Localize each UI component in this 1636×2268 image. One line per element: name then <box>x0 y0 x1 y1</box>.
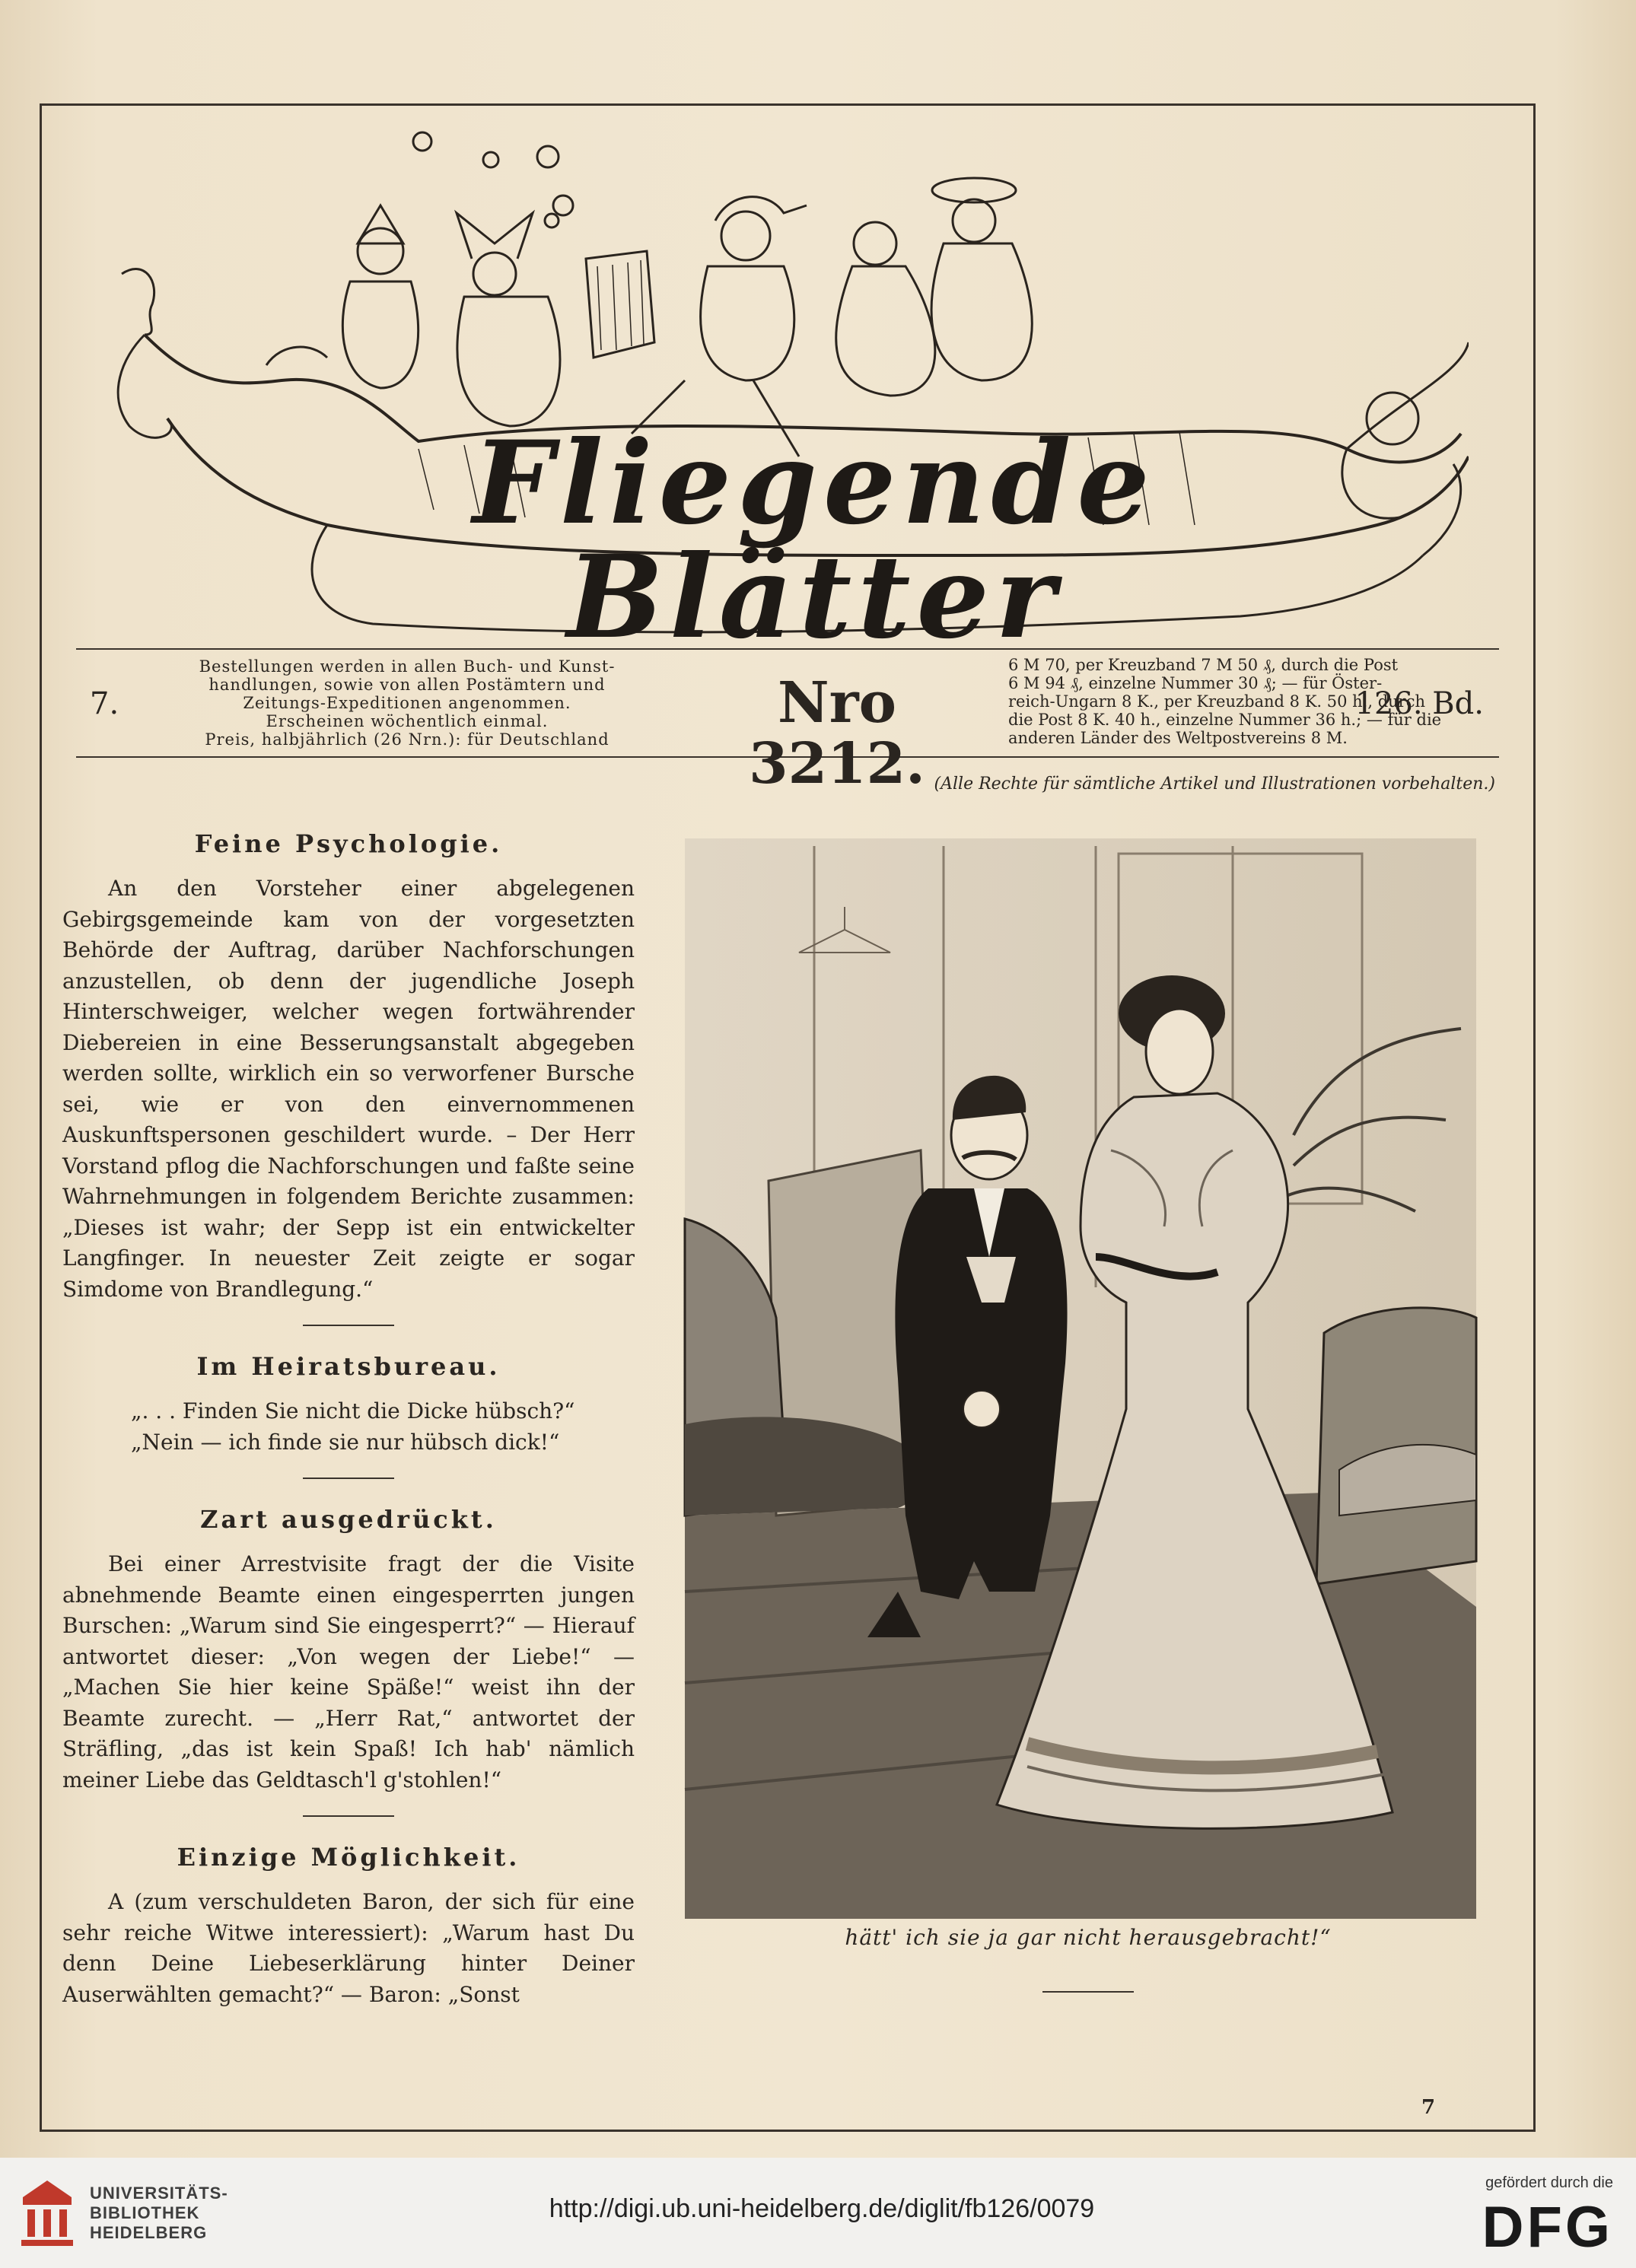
article-heading: Zart ausgedrückt. <box>200 1505 497 1534</box>
info-left-line: handlungen, sowie von allen Postämtern und <box>208 676 606 694</box>
dialog-line: „Nein — ich finde sie nur hübsch dick!“ <box>131 1429 560 1455</box>
cartoon-illustration <box>670 831 1507 1926</box>
cartoon-caption: hätt' ich sie ja gar nicht herausgebracht!“ <box>845 1925 1332 1950</box>
info-left-line: Zeitungs-Expeditionen angenommen. <box>243 694 571 712</box>
dialog-line: „. . . Finden Sie nicht die Dicke hübsch?“ <box>131 1398 575 1423</box>
library-name-line: BIBLIOTHEK <box>90 2203 200 2222</box>
source-url-link[interactable]: http://digi.ub.uni-heidelberg.de/diglit/fb126/0079 <box>549 2194 1095 2223</box>
page-number: 7 <box>1421 2096 1436 2119</box>
rights-notice: (Alle Rechte für sämtliche Artikel und Illustrationen vorbehalten.) <box>934 775 1495 794</box>
caption-rule <box>1042 1991 1134 1993</box>
library-logo-icon <box>17 2174 78 2247</box>
info-right-line: anderen Länder des Weltpostvereins 8 M. <box>1008 729 1348 747</box>
library-footer <box>0 2158 1636 2268</box>
library-name-line: HEIDELBERG <box>90 2223 208 2242</box>
text-column <box>62 829 635 2010</box>
masthead-title: Fliegende Blätter <box>473 416 1156 664</box>
sponsor-label: gefördert durch die <box>1485 2174 1613 2191</box>
separator-rule <box>303 1478 394 1479</box>
info-left-line: Bestellungen werden in allen Buch- und Kunst- <box>199 657 616 676</box>
library-name-line: UNIVERSITÄTS- <box>90 2184 228 2203</box>
volume-number: 126. Bd. <box>1354 686 1484 721</box>
info-left-line: Preis, halbjährlich (26 Nrn.): für Deutschland <box>205 730 610 749</box>
article-body: An den Vorsteher einer abgelegenen Gebirgsgemeinde kam von der vorgesetzten Behörde der Auftrag, darüber Nachforschungen anzustellen, ob denn der jugendliche Joseph Hinterschweiger, welcher wegen fortwährender Diebereien in eine Besserungsanstalt abgegeben werden sollte, wirklich ein so verworfener Bursche sei, wie er von den einvernommenen Auskunftspersonen geschildert wurde. – Der Herr Vorstand pflog die Nachforschungen und faßte seine Wahrnehmungen in folgendem Berichte zusammen: „Dieses ist wahr; der Sepp ist ein entwickelter Langfinger. In neuester Zeit zeigte er sogar Simdome von Brandlegung.“ <box>62 876 635 1302</box>
article-heading: Einzige Möglichkeit. <box>177 1843 520 1872</box>
article-heading: Feine Psychologie. <box>194 829 503 858</box>
cartoon-drawing <box>670 831 1507 1926</box>
separator-rule <box>303 1325 394 1326</box>
info-right-line: reich-Ungarn 8 K., per Kreuzband 8 K. 50 h., durch <box>1008 692 1425 711</box>
info-right-line: 6 M 70, per Kreuzband 7 M 50 ₰, durch die Post <box>1008 656 1399 674</box>
info-right-line: 6 M 94 ₰, einzelne Nummer 30 ₰; — für Öster- <box>1008 674 1383 692</box>
subscription-info-left <box>145 657 670 749</box>
article-body: A (zum verschuldeten Baron, der sich für eine sehr reiche Witwe interessiert): „Warum hast Du denn Deine Liebeserklärung hinter Deiner Auserwählten gemacht?“ — Baron: „Sonst <box>62 1889 635 2007</box>
issue-week-number: 7. <box>90 686 119 721</box>
article-body: Bei einer Arrestvisite fragt der die Visite abnehmende Beamte einen eingesperrten jungen Burschen: „Warum sind Sie eingesperrt?“ — Hierauf antwortet dieser: „Von wegen der Liebe!“ — „Machen Sie hier keine Späße!“ weist ihn der Beamte zurecht. — „Herr Rat,“ antwortet der Sträfling, „das ist kein Spaß! Ich hab' nämlich meiner Liebe das Geldtasch'l g'stohlen!“ <box>62 1551 635 1792</box>
sponsor-logo: DFG <box>1482 2195 1613 2260</box>
info-right-line: die Post 8 K. 40 h., einzelne Nummer 36 h.; — für die <box>1008 711 1442 729</box>
info-left-line: Erscheinen wöchentlich einmal. <box>266 712 549 730</box>
separator-rule <box>303 1815 394 1817</box>
library-name <box>90 2184 228 2243</box>
issue-number: Nro 3212. <box>749 670 925 797</box>
article-heading: Im Heiratsbureau. <box>196 1352 501 1381</box>
